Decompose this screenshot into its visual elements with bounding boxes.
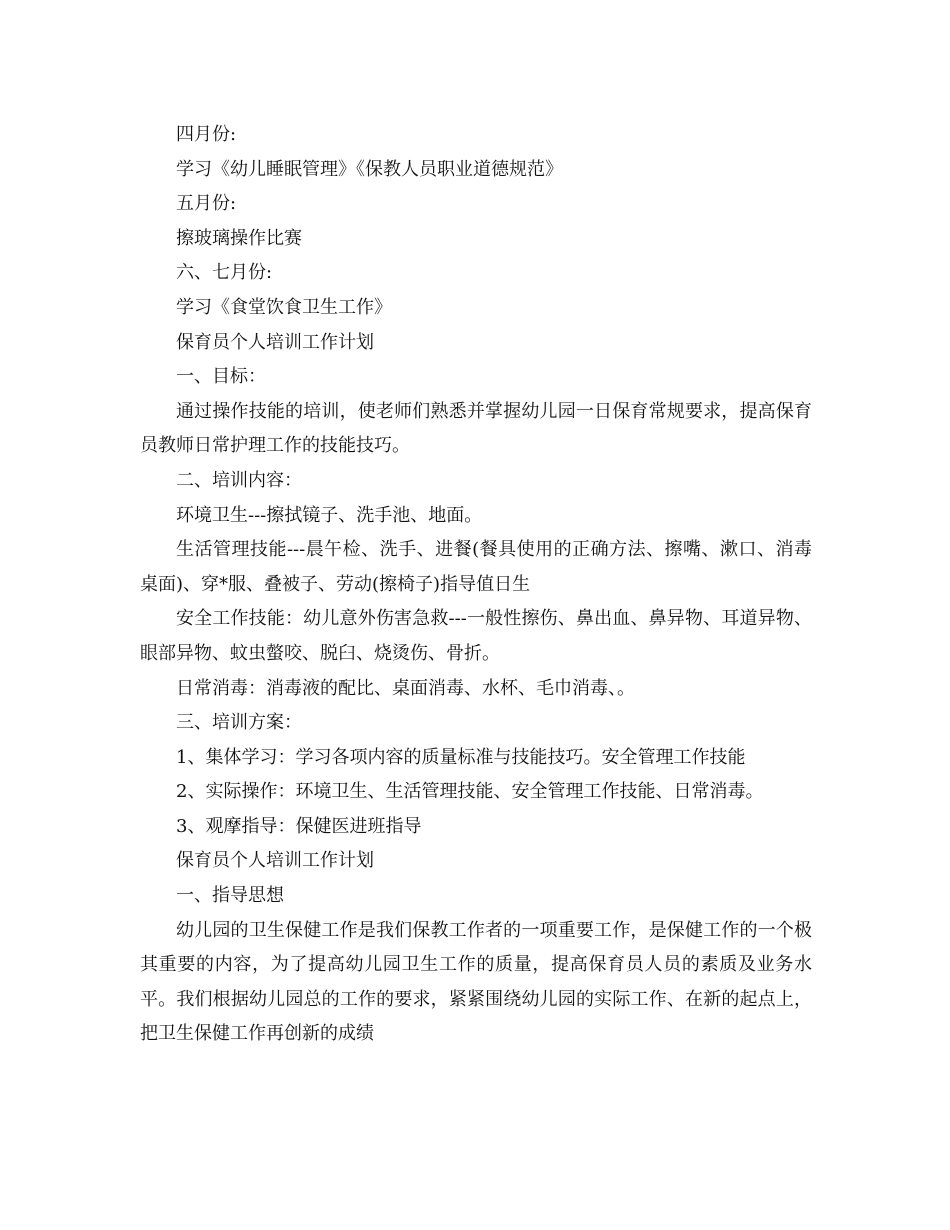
paragraph-safety-skills: 安全工作技能：幼儿意外伤害急救---一般性擦伤、鼻出血、鼻异物、耳道异物、眼部异物、蚊虫螫咬、脱臼、烧烫伤、骨折。 (140, 608, 812, 664)
list-item-practice: 2、实际操作：环境卫生、生活管理技能、安全管理工作技能、日常消毒。 (176, 781, 764, 803)
paragraph-june-july-study: 学习《食堂饮食卫生工作》 (176, 296, 392, 318)
paragraph-may-heading: 五月份: (176, 193, 237, 215)
paragraph-april-heading: 四月份: (176, 124, 237, 145)
list-item-observation: 3、观摩指导：保健医进班指导 (176, 815, 422, 837)
document-body (140, 118, 812, 1052)
paragraph-goal: 通过操作技能的培训，使老师们熟悉并掌握幼儿园一日保育常规要求，提高保育员教师日常护理工作的技能技巧。 (140, 400, 812, 457)
paragraph-may-contest: 擦玻璃操作比赛 (176, 227, 302, 249)
paragraph-life-management: 生活管理技能---晨午检、洗手、进餐(餐具使用的正确方法、擦嘴、漱口、消毒桌面)、穿*服、叠被子、劳动(擦椅子)指导值日生 (140, 539, 812, 595)
heading-training-plan: 三、培训方案： (176, 712, 302, 734)
list-item-group-study: 1、集体学习：学习各项内容的质量标准与技能技巧。安全管理工作技能 (176, 746, 746, 768)
section-title-plan-2: 保育员个人培训工作计划 (176, 850, 374, 872)
heading-training-content: 二、培训内容： (176, 469, 302, 491)
paragraph-guiding-ideology: 幼儿园的卫生保健工作是我们保教工作者的一项重要工作，是保健工作的一个极其重要的内容，为了提高幼儿园卫生工作的质量，提高保育员人员的素质及业务水平。我们根据幼儿园总的工作的要求，紧紧围绕幼儿园的实际工作、在新的起点上，把卫生保健工作再创新的成绩 (140, 919, 812, 1045)
paragraph-environment-hygiene: 环境卫生---擦拭镜子、洗手池、地面。 (176, 504, 483, 526)
paragraph-april-study: 学习《幼儿睡眠管理》《保教人员职业道德规范》 (176, 158, 563, 180)
paragraph-june-july-heading: 六、七月份: (176, 262, 273, 284)
section-title-plan-1: 保育员个人培训工作计划 (176, 331, 374, 353)
heading-guiding-ideology: 一、指导思想 (176, 885, 284, 907)
heading-goal: 一、目标： (176, 366, 266, 388)
paragraph-daily-disinfection: 日常消毒：消毒液的配比、桌面消毒、水杯、毛巾消毒、。 (176, 677, 635, 699)
